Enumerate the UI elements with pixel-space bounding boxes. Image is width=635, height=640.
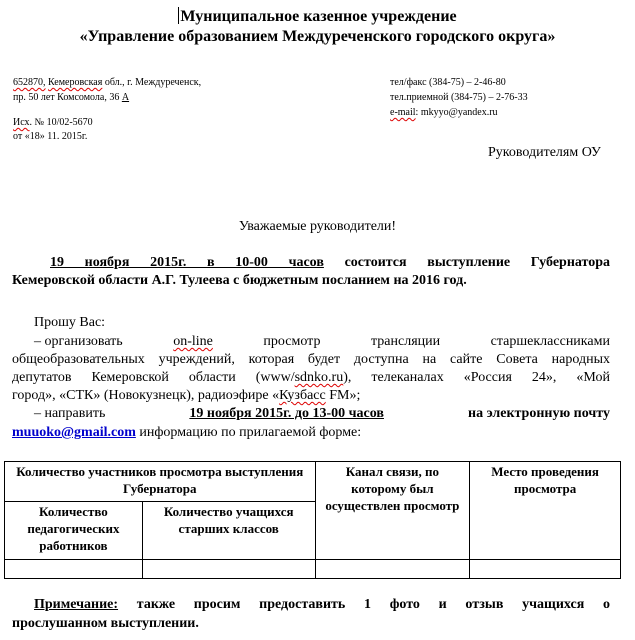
greeting: Уважаемые руководители!	[238, 219, 397, 234]
reception-phone: тел.приемной (384-75) – 2-76-33	[390, 92, 528, 103]
address-line1: 652870, Кемеровская обл., г. Междуреченск,	[13, 77, 202, 88]
announcement-line1: 19 ноября 2015г. в 10-00 часов состоится выступление Губернатора	[50, 255, 610, 270]
cell-teachers[interactable]	[5, 560, 143, 579]
header-participants: Количество участников просмотра выступления Губернатора	[5, 462, 316, 502]
request-item1-line4: город», «СТК» (Новокузнецк), радиоэфире «Кузбасс FM»;	[12, 388, 361, 403]
request-item1-line3: депутатов Кемеровской области (www/sdnko.ru), телеканалах «Россия 24», «Мой	[12, 370, 610, 385]
request-intro: Прошу Вас:	[34, 315, 106, 330]
request-item2-line1: – направить 19 ноября 2015г. до 13-00 часов на электронную почту	[34, 406, 610, 421]
request-item1-line2: общеобразовательных учреждений, которая будет доступна на сайте Совета народных	[12, 352, 610, 367]
note-line1: Примечание: также просим предоставить 1 фото и отзыв учащихся о	[34, 597, 610, 612]
cell-students[interactable]	[142, 560, 315, 579]
note-line2: прослушанном выступлении.	[12, 616, 199, 631]
email-line: e-mail: mkyyo@yandex.ru	[390, 107, 498, 118]
header-students: Количество учащихся старших классов	[142, 502, 315, 560]
header-place: Место проведения просмотра	[470, 462, 621, 560]
outgoing-number: Исх. № 10/02-5670	[13, 117, 93, 128]
outgoing-date: от «18» 11. 2015г.	[13, 131, 88, 142]
report-form-table	[4, 461, 621, 579]
addressee: Руководителям ОУ	[488, 145, 601, 160]
email-link[interactable]: muuoko@gmail.com	[12, 425, 136, 440]
header-teachers: Количество педагогических работников	[5, 502, 143, 560]
address-line2: пр. 50 лет Комсомола, 36 А	[13, 92, 130, 103]
request-item2-line2: muuoko@gmail.com информацию по прилагаемой форме:	[12, 425, 362, 440]
org-title-line1: Муниципальное казенное учреждение	[180, 8, 457, 25]
cell-place[interactable]	[470, 560, 621, 579]
cell-channel[interactable]	[315, 560, 470, 579]
header-channel: Канал связи, по которому был осуществлен просмотр	[315, 462, 470, 560]
announcement-line2: Кемеровской области А.Г. Тулеева с бюджетным посланием на 2016 год.	[12, 273, 467, 288]
request-item1-line1: – организовать on-line просмотр трансляции старшеклассниками	[34, 334, 610, 349]
fax: тел/факс (384-75) – 2-46-80	[390, 77, 506, 88]
org-title-line2: «Управление образованием Междуреченского городского округа»	[79, 28, 556, 45]
